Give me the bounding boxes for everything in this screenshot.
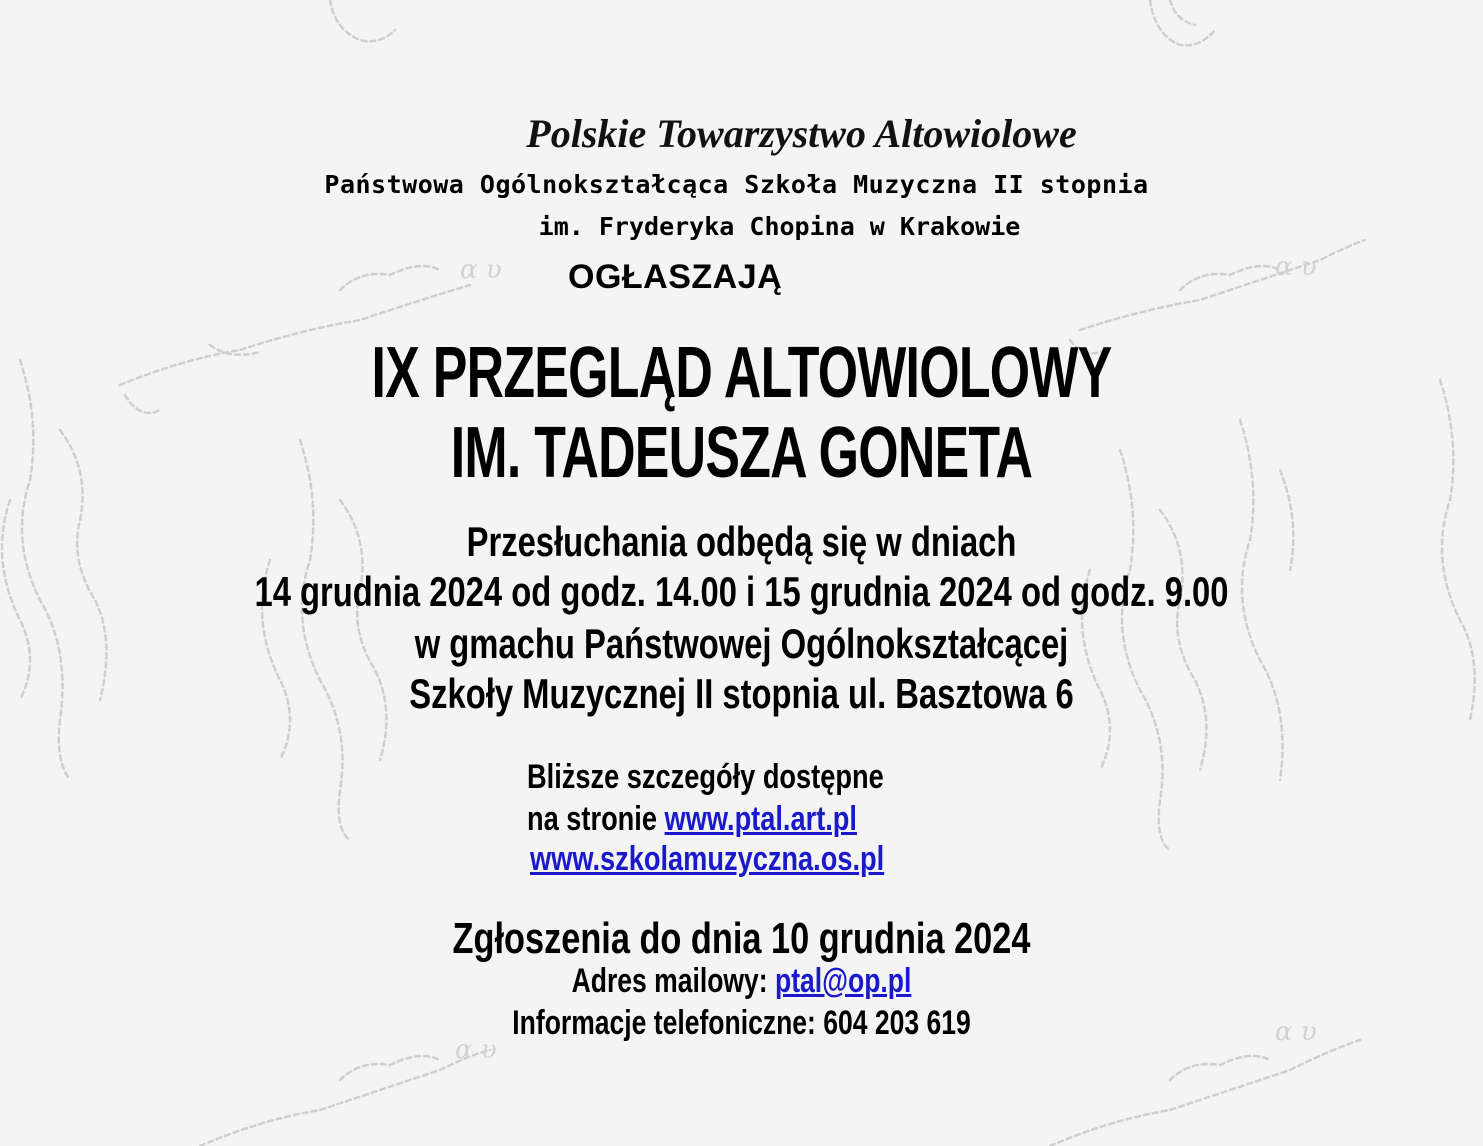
svg-text:α υ: α υ <box>460 255 502 285</box>
auditions-line-1: Przesłuchania odbędą się w dniach <box>466 518 1017 565</box>
email-link[interactable]: ptal@op.pl <box>775 962 912 1000</box>
auditions-dates: 14 grudnia 2024 od godz. 14.00 i 15 grudnia 2024 od godz. 9.00 <box>254 568 1229 615</box>
svg-text:α υ: α υ <box>1275 1017 1317 1047</box>
details-line-2 <box>527 800 857 839</box>
email-line <box>163 962 1320 1001</box>
school-website-link[interactable]: www.szkolamuzyczna.os.pl <box>530 840 885 878</box>
auditions-venue-line-2: Szkoły Muzycznej II stopnia ul. Basztowa 6 <box>409 670 1074 717</box>
svg-text:α υ: α υ <box>1275 252 1317 282</box>
registration-deadline: Zgłoszenia do dnia 10 grudnia 2024 <box>452 914 1031 963</box>
school-name-line-2: im. Fryderyka Chopina w Krakowie <box>538 212 1021 241</box>
school-name-line-1: Państwowa Ogólnokształcąca Szkoła Muzyczna II stopnia <box>324 170 1149 199</box>
ptal-website-link[interactable]: www.ptal.art.pl <box>664 800 857 838</box>
email-label: Adres mailowy: <box>571 962 776 1000</box>
svg-text:α υ: α υ <box>455 1035 497 1065</box>
event-title-line-2: IM. TADEUSZA GONETA <box>450 413 1033 493</box>
details-line-3 <box>530 840 884 879</box>
announce-heading: OGŁASZAJĄ <box>568 258 783 296</box>
event-title-line-1: IX PRZEGLĄD ALTOWIOLOWY <box>371 333 1112 413</box>
organization-title: Polskie Towarzystwo Altowiolowe <box>526 111 1077 156</box>
details-prefix: na stronie <box>527 800 665 838</box>
details-line-1: Bliższe szczegóły dostępne <box>527 758 884 796</box>
phone-info: Informacje telefoniczne: 604 203 619 <box>512 1004 971 1042</box>
auditions-venue-line-1: w gmachu Państwowej Ogólnokształcącej <box>414 620 1069 667</box>
